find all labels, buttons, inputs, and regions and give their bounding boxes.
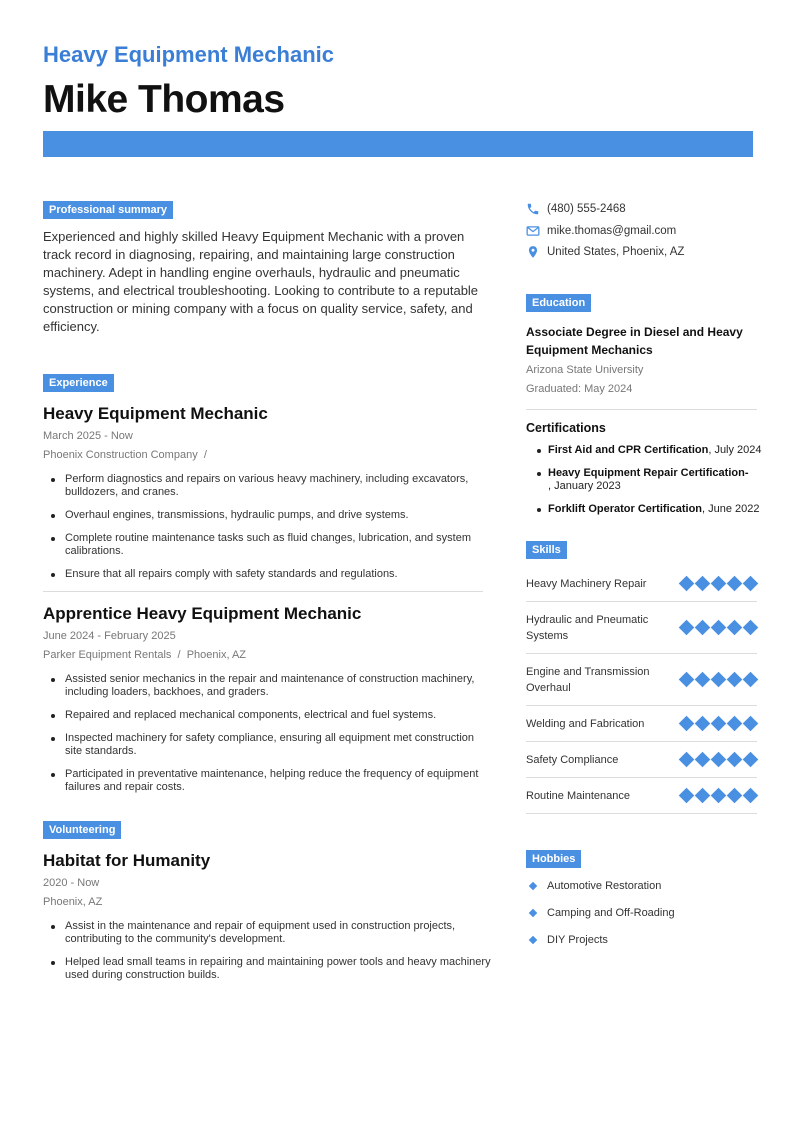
- education-heading: Education: [526, 294, 591, 312]
- bullet-item: Assisted senior mechanics in the repair and maintenance of construction machinery, including loaders, backhoes, and graders.: [43, 673, 493, 699]
- skill-level-diamond-icon: [743, 576, 759, 592]
- skill-level-diamond-icon: [711, 576, 727, 592]
- cert-name: First Aid and CPR Certification: [548, 444, 709, 456]
- skill-level-diamond-icon: [711, 672, 727, 688]
- phone-text: (480) 555-2468: [547, 203, 626, 215]
- skill-level-diamond-icon: [695, 752, 711, 768]
- divider: [43, 591, 483, 592]
- cert-date: , January 2023: [548, 480, 621, 492]
- skill-level-diamond-icon: [743, 716, 759, 732]
- header-accent-bar: [43, 131, 753, 157]
- bullet-item: Assist in the maintenance and repair of equipment used in construction projects, contributing to the community's development.: [43, 920, 493, 946]
- skill-level-diamond-icon: [711, 620, 727, 636]
- skill-level-diamond-icon: [727, 752, 743, 768]
- diamond-bullet-icon: [529, 882, 537, 890]
- cert-item: [526, 467, 766, 493]
- skill-name: Hydraulic and Pneumatic Systems: [526, 613, 649, 642]
- skill-level-rating: [680, 790, 757, 801]
- cert-date: , July 2024: [708, 444, 762, 456]
- skill-name: Safety Compliance: [526, 753, 619, 766]
- skill-level-diamond-icon: [679, 576, 695, 592]
- skill-level-diamond-icon: [695, 672, 711, 688]
- volunteer-bullets: [43, 920, 493, 982]
- volunteer-location: Phoenix, AZ: [43, 896, 103, 908]
- skill-name: Heavy Machinery Repair: [526, 577, 647, 590]
- skill-level-diamond-icon: [727, 576, 743, 592]
- experience-section: [43, 373, 493, 794]
- education-section: [526, 293, 766, 410]
- skill-level-diamond-icon: [679, 788, 695, 804]
- education-graduated: Graduated: May 2024: [526, 383, 633, 395]
- skill-level-diamond-icon: [743, 620, 759, 636]
- skill-row: [526, 566, 757, 602]
- cert-item: [526, 444, 766, 457]
- skill-level-diamond-icon: [695, 620, 711, 636]
- skill-level-diamond-icon: [679, 620, 695, 636]
- skill-level-diamond-icon: [727, 620, 743, 636]
- phone-icon: [526, 202, 540, 216]
- hobby-item: [526, 878, 766, 894]
- skill-level-rating: [680, 578, 757, 589]
- skill-level-rating: [680, 674, 757, 685]
- skill-level-diamond-icon: [743, 788, 759, 804]
- skills-section: [526, 540, 766, 814]
- volunteering-section: [43, 820, 493, 982]
- cert-name: Heavy Equipment Repair Certification-: [548, 467, 749, 479]
- skill-level-diamond-icon: [727, 716, 743, 732]
- volunteer-title: Habitat for Humanity: [43, 851, 211, 870]
- skill-name: Welding and Fabrication: [526, 717, 645, 730]
- resume-job-title: Heavy Equipment Mechanic: [43, 42, 334, 67]
- skill-row: [526, 778, 757, 814]
- skill-level-diamond-icon: [679, 672, 695, 688]
- job-location: Phoenix, AZ: [186, 649, 247, 661]
- skills-list: [526, 566, 757, 814]
- job-title: Heavy Equipment Mechanic: [43, 404, 268, 423]
- job-company-line: Phoenix Construction Company /: [43, 449, 207, 461]
- hobbies-list: [526, 878, 766, 948]
- bullet-item: Perform diagnostics and repairs on various heavy machinery, including excavators, bulldozers, and cranes.: [43, 473, 493, 499]
- job-bullets: [43, 473, 493, 581]
- job-dates: June 2024 - February 2025: [43, 630, 176, 642]
- job-company-line: Parker Equipment Rentals / Phoenix, AZ: [43, 649, 247, 661]
- cert-item: [526, 503, 766, 516]
- bullet-item: Participated in preventative maintenance, helping reduce the frequency of equipment failures and repair costs.: [43, 768, 493, 794]
- bullet-item: Complete routine maintenance tasks such as fluid changes, lubrication, and system calibrations.: [43, 532, 493, 558]
- mail-icon: [526, 224, 540, 238]
- skill-level-diamond-icon: [679, 752, 695, 768]
- hobby-text: Camping and Off-Roading: [547, 907, 675, 919]
- right-column: [526, 200, 766, 959]
- certifications-section: [526, 421, 766, 516]
- skill-level-diamond-icon: [695, 716, 711, 732]
- contact-phone[interactable]: [526, 200, 766, 218]
- bullet-item: Repaired and replaced mechanical components, electrical and fuel systems.: [43, 709, 493, 722]
- contact-block: [526, 200, 766, 261]
- job-company: Parker Equipment Rentals: [43, 649, 172, 661]
- volunteering-heading: Volunteering: [43, 821, 121, 839]
- contact-location: [526, 243, 766, 261]
- job-dates: March 2025 - Now: [43, 430, 133, 442]
- volunteer-dates: 2020 - Now: [43, 877, 100, 889]
- hobbies-heading: Hobbies: [526, 850, 581, 868]
- diamond-bullet-icon: [529, 909, 537, 917]
- education-degree: Associate Degree in Diesel and Heavy Equipment Mechanics: [526, 325, 743, 357]
- skills-heading: Skills: [526, 541, 567, 559]
- skill-level-diamond-icon: [743, 672, 759, 688]
- bullet-item: Inspected machinery for safety compliance, ensuring all equipment met construction site standards.: [43, 732, 493, 758]
- skill-row: [526, 602, 757, 654]
- certifications-list: [526, 444, 766, 516]
- job-company: Phoenix Construction Company: [43, 449, 198, 461]
- experience-heading: Experience: [43, 374, 114, 392]
- skill-row: [526, 654, 757, 706]
- bullet-item: Ensure that all repairs comply with safety standards and regulations.: [43, 568, 493, 581]
- skill-level-diamond-icon: [711, 788, 727, 804]
- certifications-heading: Certifications: [526, 421, 606, 435]
- skill-level-diamond-icon: [727, 672, 743, 688]
- job-entry: [43, 604, 493, 794]
- skill-level-diamond-icon: [711, 716, 727, 732]
- hobbies-section: [526, 849, 766, 948]
- bullet-item: Overhaul engines, transmissions, hydraulic pumps, and drive systems.: [43, 509, 493, 522]
- diamond-bullet-icon: [529, 936, 537, 944]
- skill-name: Engine and Transmission Overhaul: [526, 665, 650, 694]
- skill-level-diamond-icon: [743, 752, 759, 768]
- location-text: United States, Phoenix, AZ: [547, 246, 685, 258]
- hobby-text: Automotive Restoration: [547, 880, 662, 892]
- candidate-name: Mike Thomas: [43, 78, 285, 121]
- hobby-text: DIY Projects: [547, 934, 608, 946]
- cert-name: Forklift Operator Certification: [548, 503, 703, 515]
- skill-level-diamond-icon: [695, 576, 711, 592]
- skill-name: Routine Maintenance: [526, 789, 630, 802]
- contact-email[interactable]: [526, 222, 766, 240]
- job-title: Apprentice Heavy Equipment Mechanic: [43, 604, 362, 623]
- skill-row: [526, 706, 757, 742]
- hobby-item: [526, 932, 766, 948]
- summary-text: Experienced and highly skilled Heavy Equipment Mechanic with a proven track record in diagnosing, repairing, and maintaining large construction machinery. Adept in handling engine overhauls, hydraulic and pneumatic systems, and electrical troubleshooting. Looking to contribute to a reputable construction or mining company with a focus on quality service, safety, and efficiency.: [43, 229, 479, 334]
- skill-level-diamond-icon: [695, 788, 711, 804]
- left-column: [43, 200, 493, 992]
- skill-row: [526, 742, 757, 778]
- location-pin-icon: [526, 245, 540, 259]
- skill-level-rating: [680, 754, 757, 765]
- skill-level-diamond-icon: [727, 788, 743, 804]
- education-school: Arizona State University: [526, 364, 644, 376]
- skill-level-diamond-icon: [679, 716, 695, 732]
- skill-level-diamond-icon: [711, 752, 727, 768]
- job-entry: [43, 404, 493, 592]
- email-text: mike.thomas@gmail.com: [547, 224, 677, 237]
- hobby-item: [526, 905, 766, 921]
- bullet-item: Helped lead small teams in repairing and maintaining power tools and heavy machinery used during construction builds.: [43, 956, 493, 982]
- cert-date: , June 2022: [702, 503, 760, 515]
- summary-heading: Professional summary: [43, 201, 173, 219]
- divider: [526, 409, 757, 410]
- job-bullets: [43, 673, 493, 794]
- skill-level-rating: [680, 718, 757, 729]
- skill-level-rating: [680, 622, 757, 633]
